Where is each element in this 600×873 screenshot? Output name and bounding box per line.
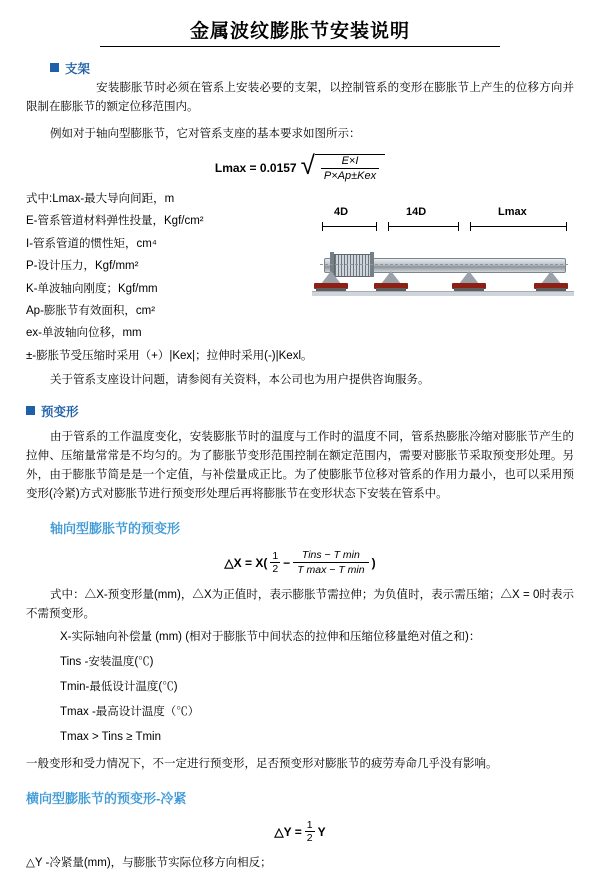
axial-formula-lhs: △X = X( bbox=[224, 555, 268, 570]
section-heading-predeform-label: 预变形 bbox=[41, 405, 79, 420]
dimension-line bbox=[322, 226, 376, 227]
axial-note: 一般变形和受力情况下，不一定进行预变形，足否预变形对膨胀节的疲劳寿命几乎没有影响。 bbox=[26, 758, 498, 771]
legend-and-diagram bbox=[26, 188, 574, 367]
title-underline bbox=[100, 46, 500, 47]
pipe-centerline bbox=[320, 264, 568, 265]
blue-square-bullet-icon bbox=[50, 63, 59, 72]
pipe-support-icon bbox=[534, 271, 568, 291]
legend-item: Tmin-最低设计温度(℃) bbox=[60, 681, 178, 694]
dimension-tick bbox=[376, 222, 377, 231]
diagram-dimension-lines bbox=[312, 222, 574, 232]
pipe-support-icon bbox=[452, 271, 486, 291]
legend-item: Tmax -最高设计温度（℃） bbox=[60, 706, 200, 719]
sqrt-group bbox=[300, 149, 386, 182]
document-page bbox=[0, 16, 600, 870]
section-heading-support bbox=[50, 59, 574, 77]
axial-minus-sign: − bbox=[283, 555, 291, 570]
dimension-tick bbox=[470, 222, 471, 231]
page-title: 金属波纹膨胀节安装说明 bbox=[189, 21, 410, 42]
support-closing-paragraph: 关于管系支座设计问题，请参阅有关资料，本公司也为用户提供咨询服务。 bbox=[50, 374, 430, 387]
axial-formula-rhs: ) bbox=[371, 555, 376, 570]
dimension-tick bbox=[458, 222, 459, 231]
dimension-tick bbox=[322, 222, 323, 231]
radical-icon: √ bbox=[300, 149, 315, 180]
legend-item: X-实际轴向补偿量 (mm) (相对于膨胀节中间状态的拉伸和压缩位移量绝对值之和)： bbox=[60, 631, 481, 644]
legend-item: Ap-膨胀节有效面积，cm² bbox=[26, 305, 156, 318]
dimension-tick bbox=[566, 222, 567, 231]
pipe-assembly bbox=[312, 236, 574, 314]
expansion-joint-diagram bbox=[312, 206, 574, 314]
subsection-heading-axial: 轴向型膨胀节的预变形 bbox=[50, 521, 181, 537]
axial-legend-list bbox=[60, 626, 574, 749]
legend-item: P-设计压力，Kgf/mm² bbox=[26, 260, 139, 273]
axial-temperature-fraction bbox=[293, 549, 368, 576]
legend-item: E-管系管道材料弹性投量，Kgf/cm² bbox=[26, 215, 204, 228]
support-intro-paragraph bbox=[26, 79, 574, 117]
axial-formula-block bbox=[26, 549, 574, 576]
dimension-line bbox=[388, 226, 458, 227]
legend-item: K-单波轴向刚度；Kgf/mm bbox=[26, 282, 158, 295]
half-denominator: 2 bbox=[306, 832, 313, 845]
lateral-formula-block bbox=[26, 819, 574, 844]
support-example-paragraph: 例如对于轴向型膨胀节，它对管系支座的基本要求如图所示： bbox=[50, 127, 361, 140]
axial-half-fraction bbox=[270, 550, 280, 575]
legend-item: Tmax > Tins ≥ Tmin bbox=[60, 731, 161, 744]
lmax-formula-lhs: Lmax = 0.0157 bbox=[214, 160, 297, 175]
pipe-support-icon bbox=[314, 271, 348, 291]
lmax-fraction bbox=[315, 154, 385, 182]
lateral-legend: △Y -冷紧量(mm)，与膨胀节实际位移方向相反； bbox=[26, 857, 272, 870]
section-heading-support-label: 支架 bbox=[65, 62, 91, 76]
dimension-tick bbox=[388, 222, 389, 231]
lmax-formula-block bbox=[26, 149, 574, 182]
axial-legend-intro: 式中：△X-预变形量(mm)，△X为正值时，表示膨胀节需拉伸；为负值时，表示需压缩；△X = 0时表示不需预变形。 bbox=[26, 589, 574, 621]
lateral-formula-lhs: △Y = bbox=[274, 824, 302, 839]
legend-item: I-管系管道的惯性矩，cm⁴ bbox=[26, 237, 157, 250]
lmax-numerator: E×I bbox=[321, 155, 379, 169]
lateral-formula bbox=[274, 819, 325, 844]
section-heading-predeform bbox=[26, 402, 574, 420]
fraction-numerator: Tins − T min bbox=[293, 549, 368, 563]
lateral-half-fraction bbox=[305, 819, 315, 844]
legend-item: Tins -安装温度(℃) bbox=[60, 656, 154, 669]
dimension-line bbox=[470, 226, 566, 227]
legend-item: ±-膨胀节受压缩时采用（+）|Kex|；拉伸时采用(-)|Kexl。 bbox=[26, 349, 313, 362]
legend-item: 式中:Lmax-最大导向间距，m bbox=[26, 192, 175, 205]
half-denominator: 2 bbox=[272, 563, 279, 576]
dimension-label-4d: 4D bbox=[334, 205, 349, 218]
half-numerator: 1 bbox=[306, 819, 313, 832]
lateral-formula-rhs: Y bbox=[317, 824, 326, 839]
dimension-label-lmax: Lmax bbox=[498, 205, 527, 218]
ground-line bbox=[312, 291, 574, 296]
half-numerator: 1 bbox=[272, 550, 279, 563]
lmax-formula bbox=[214, 149, 385, 182]
lmax-legend-list bbox=[26, 188, 313, 367]
blue-square-bullet-icon bbox=[26, 406, 35, 415]
lmax-denominator: P×Ap±Kex bbox=[323, 169, 377, 182]
predeform-paragraph: 由于管系的工作温度变化，安装膨胀节时的温度与工作时的温度不同，管系热膨胀冷缩对膨胀节产生的拉伸、压缩量常常是不均匀的。为了膨胀节变形范围控制在额定范围内，需要对膨胀节采取预变形处理。另外，由于膨胀节简是是一个定值，与补偿量成正比。为了使膨胀节位移对管系的作用力最小，也可以采用预变形(冷紧)方式对膨胀节进行预变形处理后再将膨胀节在变形状态下安装在管系中。 bbox=[26, 431, 574, 501]
legend-item: ex-单波轴向位移，mm bbox=[26, 327, 142, 340]
fraction-denominator: T max − T min bbox=[297, 564, 365, 577]
pipe-support-icon bbox=[374, 271, 408, 291]
axial-formula bbox=[224, 549, 375, 576]
subsection-heading-lateral: 横向型膨胀节的预变形-冷紧 bbox=[26, 791, 187, 807]
dimension-label-14d: 14D bbox=[406, 205, 427, 218]
document-body bbox=[0, 59, 600, 873]
support-intro-text: 安装膨胀节时必须在管系上安装必要的支架，以控制管系的变形在膨胀节上产生的位移方向并限制在膨胀节的额定位移范围内。 bbox=[26, 82, 574, 113]
